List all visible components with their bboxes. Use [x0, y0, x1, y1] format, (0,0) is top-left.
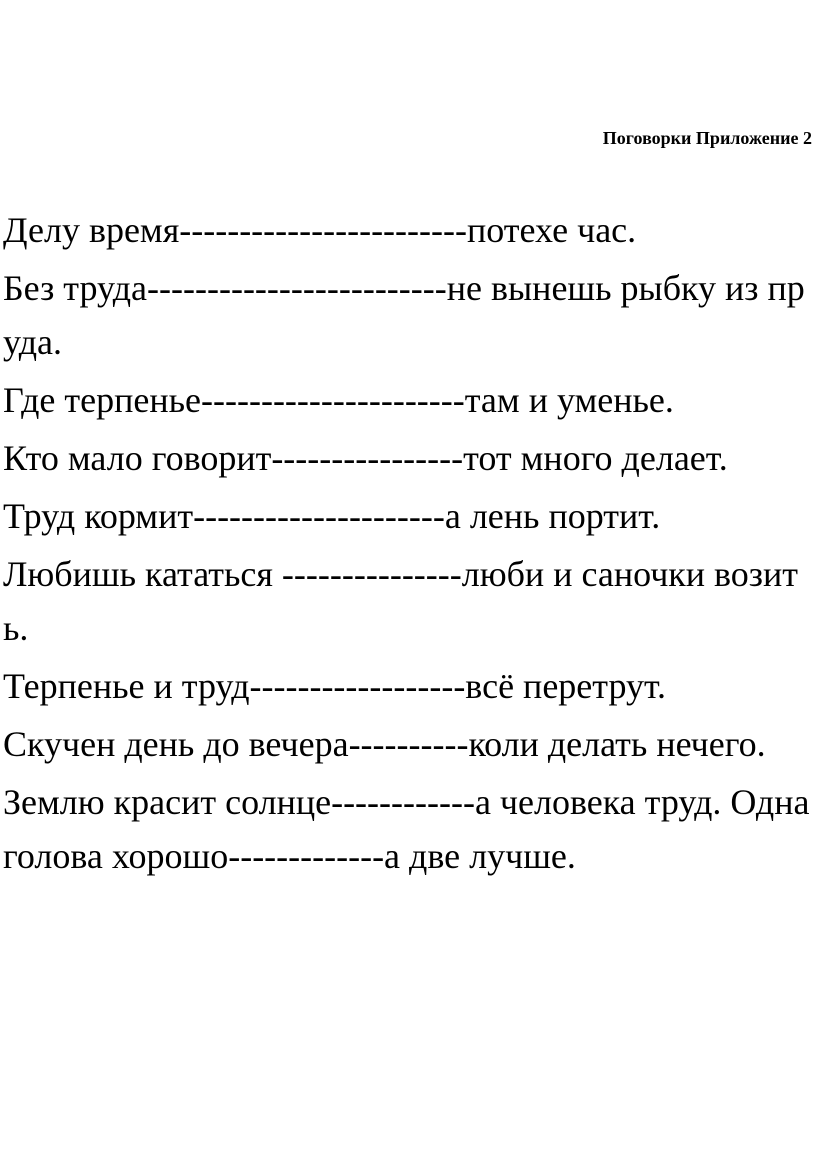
proverb-item: Где терпенье----------------------там и уменье. [3, 380, 674, 420]
proverb-list [3, 203, 813, 887]
proverb-item: Труд кормит---------------------а лень портит. [3, 496, 661, 536]
proverb-item: Без труда-------------------------не вынешь рыбку из пруда. [3, 268, 805, 362]
document-heading: Поговорки Приложение 2 [602, 128, 812, 148]
proverb-item: Любишь кататься ---------------люби и саночки возить. [3, 554, 799, 648]
proverb-item: Кто мало говорит----------------тот много делает. [3, 438, 728, 478]
proverb-item: Скучен день до вечера----------коли делать нечего. [3, 724, 766, 764]
proverb-item: Делу время------------------------потехе час. [3, 210, 637, 250]
proverb-item: Терпенье и труд------------------всё перетрут. [3, 666, 666, 706]
proverb-item: Землю красит солнце------------а человека труд. Одна голова хорошо-------------а две лучше. [3, 782, 810, 876]
